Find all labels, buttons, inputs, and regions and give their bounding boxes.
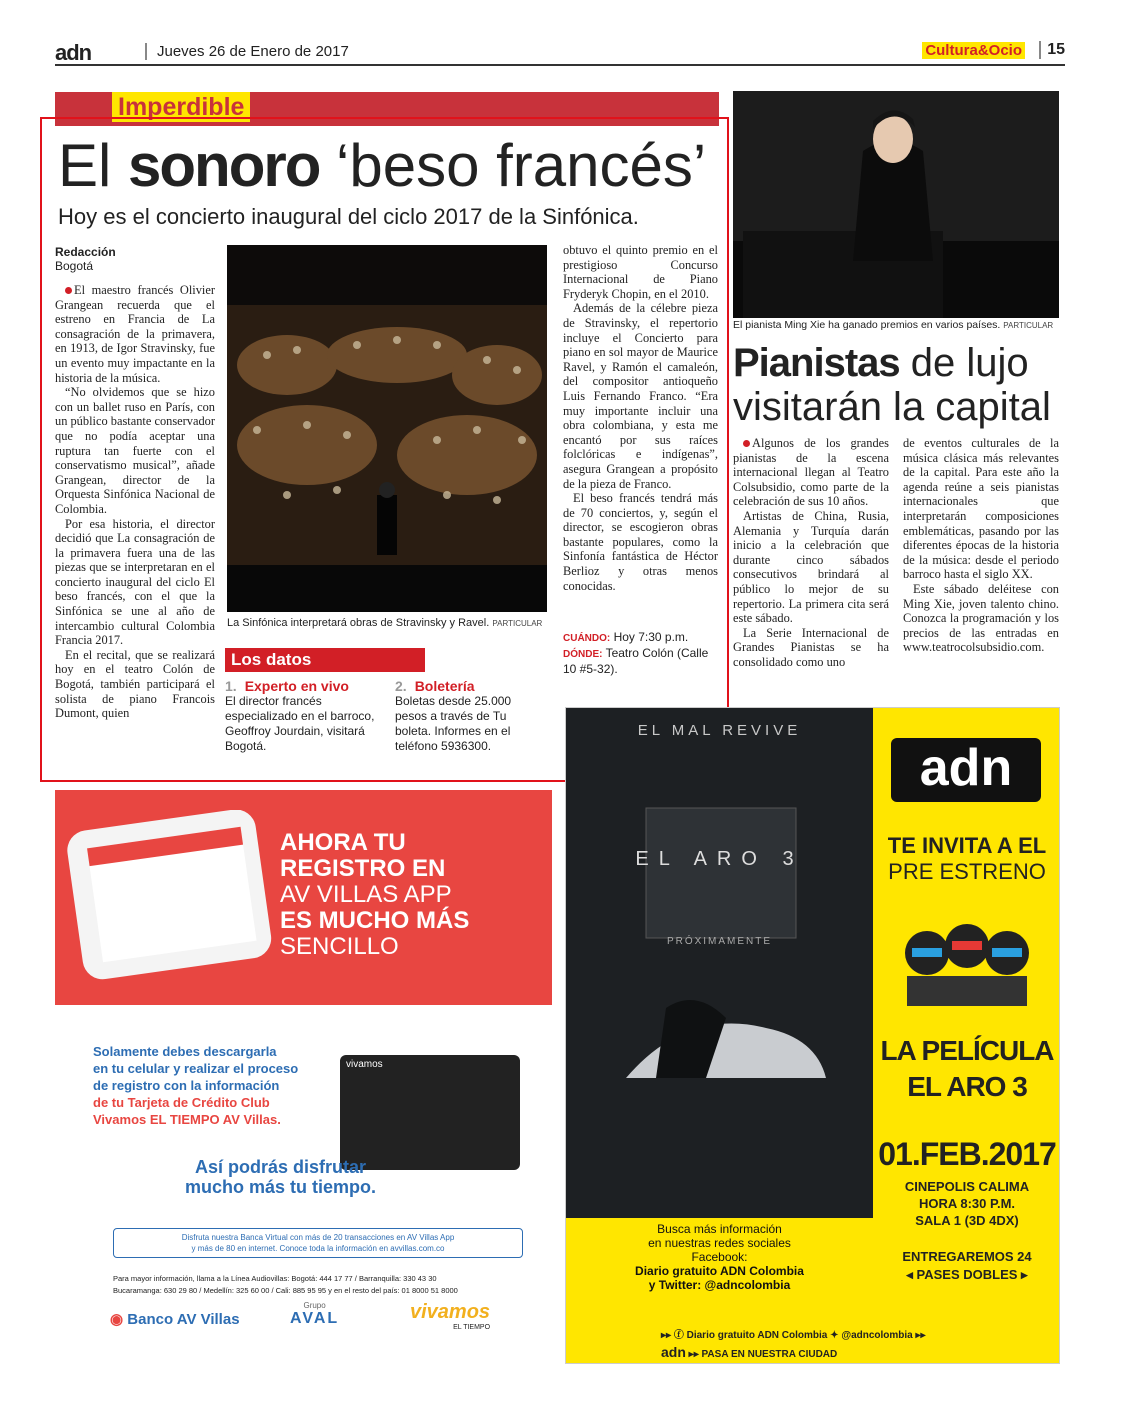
poster-frame bbox=[636, 798, 806, 948]
crawling-girl-figure bbox=[606, 968, 836, 1098]
datos-item: 2. Boletería Boletas desde 25.000 pesos a través de Tu boleta. Informes en el teléfono 5936300. bbox=[395, 678, 512, 753]
bank-slogan: Así podrás disfrutar mucho más tu tiempo. bbox=[185, 1157, 377, 1197]
article-deck: Hoy es el concierto inaugural del ciclo 2017 de la Sinfónica. bbox=[58, 204, 639, 229]
paragraph: Artistas de China, Rusia, Alemania y Turquía darán inicio a la celebración que durante cinco sábados consecutivos brindará al público lo mejor de su repertorio. La primera cita será este sábado. bbox=[733, 508, 889, 626]
bank-note: Disfruta nuestra Banca Virtual con más de 20 transacciones en AV Villas App y más de 80 en internet. Conoce toda la información en avvillas.com.co bbox=[113, 1228, 523, 1258]
orchestra-photo bbox=[227, 245, 547, 612]
adn-logo: adn bbox=[55, 40, 92, 65]
bullet-icon bbox=[743, 440, 750, 447]
paragraph: En el recital, que se realizará hoy en el teatro Colón de Bogotá, también participará el solista de piano Francois Dumont, quien bbox=[55, 647, 215, 721]
giveaway: ENTREGAREMOS 24 ◂ PASES DOBLES ▸ bbox=[902, 1249, 1032, 1282]
masthead bbox=[55, 38, 1065, 66]
paragraph: Además de la célebre pieza de Stravinsky, el repertorio incluye el Concierto para piano en sol mayor de Maurice Ravel, y Ramón el camaleón, del compositor antioqueño Luis Fernando Franco. “Era muy importante incluir una obra colombiana, y esta me encantó por sus raíces folclóricas e indígenas”, asegura Grangean a propósito de la pieza de Franco. bbox=[563, 301, 718, 491]
credit-card: vivamos bbox=[340, 1055, 520, 1170]
paragraph: “No olvidemos que se hizo con un ballet ruso en París, con un público bastante conservador que no podía aceptar una ruptura tan fuerte con el conservatismo musical”, añade Grangean, director de la Orquesta Sinfónica Nacional de Colombia. bbox=[55, 385, 215, 516]
pianist-image bbox=[733, 91, 1059, 318]
bank-ad-banner bbox=[55, 790, 552, 1005]
orchestra-image bbox=[227, 245, 547, 612]
bank-ad-body bbox=[55, 1005, 552, 1341]
twitter-icon: ✦ bbox=[830, 1330, 839, 1341]
paragraph: de eventos culturales de la música clásica más relevantes de la capital. Para este año la agenda reúne a seis pianistas internacionales que interpretarán composiciones emblemáticas, pasando por las diferentes épocas de la historia de la música: desde el periodo barroco hasta el siglo XX. bbox=[903, 436, 1059, 582]
phone-icon bbox=[65, 810, 285, 990]
social-info: Busca más información en nuestras redes sociales Facebook: Diario gratuito ADN Colombia y Twitter: @adncolombia bbox=[566, 1218, 873, 1296]
adn-logo: adn bbox=[891, 738, 1041, 802]
datos-title: Los datos bbox=[225, 648, 425, 672]
poster-tagline: EL MAL REVIVE bbox=[637, 722, 802, 739]
byline: Redacción Bogotá bbox=[55, 245, 116, 273]
film-name: LA PELÍCULA EL ARO 3 bbox=[880, 1035, 1054, 1102]
bank-contact: Para mayor información, llama a la Línea Audiovillas: Bogotá: 444 17 77 / Barranquilla: 330 43 30 Bucaramanga: 630 29 80 / Medellín: 325 60 00 / Cali: 885 95 95 y en el resto del país: 01 8000 51 8000 bbox=[113, 1274, 458, 1295]
movie-poster bbox=[566, 708, 873, 1292]
datos-item: 1. Experto en vivo El director francés especializado en el barroco, Geoffroy Jourdain, visitará Bogotá. bbox=[225, 678, 375, 753]
pianist-photo bbox=[733, 91, 1059, 318]
section-name: Cultura&Ocio bbox=[922, 42, 1025, 59]
bank-ad-headline: AHORA TU REGISTRO EN AV VILLAS APP ES MUCHO MÁS SENCILLO bbox=[280, 829, 470, 960]
bullet-icon bbox=[65, 287, 72, 294]
3d-glasses-people-illustration bbox=[887, 908, 1047, 1008]
article-headline: El sonoro ‘beso francés’ bbox=[58, 132, 707, 199]
invite-text: TE INVITA A EL PRE ESTRENO bbox=[887, 833, 1047, 884]
article-column-1 bbox=[55, 283, 215, 721]
page-number: 15 bbox=[1039, 41, 1065, 59]
pianist-caption: El pianista Ming Xie ha ganado premios en varios países. PARTICULAR bbox=[733, 319, 1054, 331]
facebook-icon: ▸▸ ⓕ bbox=[661, 1330, 684, 1341]
paragraph: El maestro francés Olivier Grangean recuerda que el estreno en Francia de La consagración de la primavera, en 1913, de Igor Stravinsky, fue un evento muy impactante en la historia de la música. bbox=[55, 283, 215, 385]
article-column-3 bbox=[563, 243, 718, 593]
bank-logo-icon: ◉ bbox=[110, 1311, 124, 1328]
side-headline: Pianistas de lujo visitarán la capital bbox=[733, 341, 1051, 429]
premiere-details: CINEPOLIS CALIMA HORA 8:30 P.M. SALA 1 (3D 4DX) bbox=[904, 1179, 1030, 1228]
ad-footer: ▸▸ ⓕ Diario gratuito ADN Colombia ✦ @adncolombia ▸▸ adn ▸▸ PASA EN NUESTRA CIUDAD bbox=[661, 1330, 926, 1360]
vivamos-logo: vivamos EL TIEMPO bbox=[410, 1301, 491, 1331]
paragraph: Por esa historia, el director decidió que La consagración de la primavera fuera una de las piezas que se interpretaran en el concierto inaugural del ciclo El beso francés, con el que la Sinfónica se une al año de intercambio cultural Colombia Francia 2017. bbox=[55, 516, 215, 648]
premiere-date: 01.FEB.2017 bbox=[878, 1136, 1056, 1172]
paragraph: obtuvo el quinto premio en el prestigioso Concurso Internacional de Piano Fryderyk Chopin, en el 2010. bbox=[563, 243, 718, 301]
aval-logo: Grupo AVAL bbox=[290, 1301, 340, 1327]
paragraph: Algunos de los grandes pianistas de la escena internacional llegan al Teatro Colsubsidio, como parte de la celebración de sus 10 años. bbox=[733, 436, 889, 509]
paragraph: La Serie Internacional de Grandes Pianistas se ha consolidado como uno bbox=[733, 625, 889, 669]
side-column-2 bbox=[903, 436, 1059, 655]
movie-soon: PRÓXIMAMENTE bbox=[666, 936, 773, 947]
kicker: Imperdible bbox=[112, 92, 250, 122]
bank-ad-text: Solamente debes descargarla en tu celular y realizar el proceso de registro con la información de tu Tarjeta de Crédito Club Vivamos EL TIEMPO AV Villas. bbox=[93, 1044, 299, 1127]
paragraph: Este sábado deléitese con Ming Xie, joven talento chino. Conozca la programación y los precios de las entradas en www.teatrocolsubsidio.com. bbox=[903, 581, 1059, 655]
adn-promo bbox=[875, 708, 1059, 1363]
movie-title: EL ARO 3 bbox=[635, 848, 804, 870]
issue-date: Jueves 26 de Enero de 2017 bbox=[145, 43, 349, 60]
photo-caption: La Sinfónica interpretará obras de Stravinsky y Ravel. PARTICULAR bbox=[227, 617, 543, 629]
event-info: CUÁNDO: Hoy 7:30 p.m. DÓNDE: Teatro Colón (Calle 10 #5-32). bbox=[563, 630, 709, 676]
side-column-1 bbox=[733, 436, 889, 670]
bank-brand: ◉ Banco AV Villas bbox=[110, 1311, 240, 1328]
paragraph: El beso francés tendrá más de 70 conciertos, y, según el director, se escogieron obras bastante populares, como la Sinfonía fantástica de Héctor Berlioz y otras menos conocidas. bbox=[563, 491, 718, 593]
movie-ad bbox=[565, 707, 1060, 1364]
